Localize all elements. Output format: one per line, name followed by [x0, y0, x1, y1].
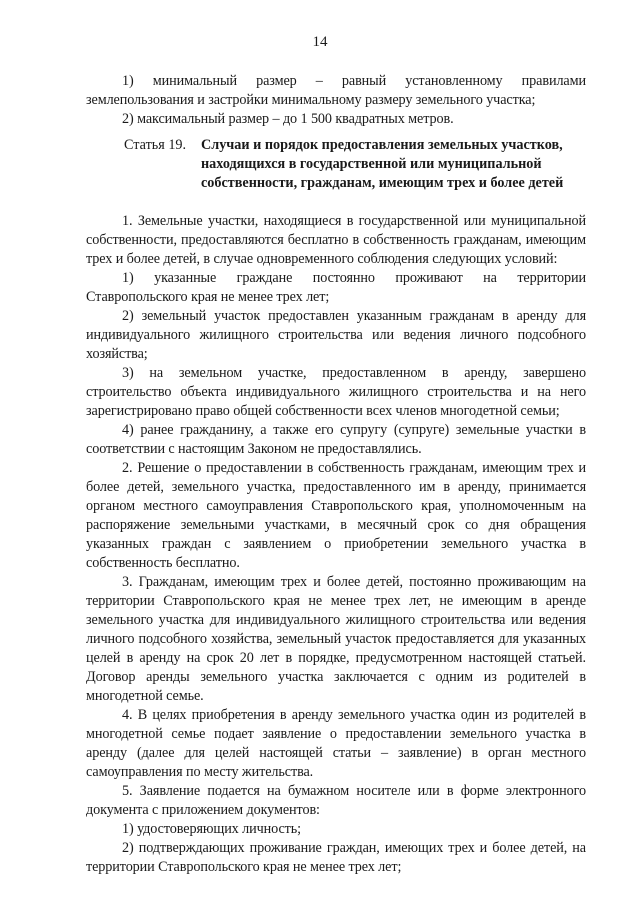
article-body — [86, 212, 586, 877]
intro-item: 1) минимальный размер – равный установленному правилами землепользования и застройки минимальному размеру земельного участка; — [86, 73, 586, 108]
body-paragraph: 3) на земельном участке, предоставленном в аренду, завершено строительство объекта индивидуального жилищного строительства и на него зарегистрировано право общей собственности всех членов многодетной семьи; — [86, 365, 586, 419]
intro-item: 2) максимальный размер – до 1 500 квадратных метров. — [122, 111, 454, 127]
body-paragraph: 4) ранее гражданину, а также его супругу (супруге) земельные участки в соответствии с настоящим Законом не предоставлялись. — [86, 422, 586, 457]
article-label: Статья 19. — [124, 137, 187, 153]
body-paragraph: 2. Решение о предоставлении в собственность гражданам, имеющим трех и более детей, земельного участка, предоставленного им в аренду, принимается органом местного самоуправления Ставропольского края, уполномоченным на распоряжение земельными участками, в месячный срок со дня обращения указанных граждан с заявлением о приобретении земельного участка в собственность бесплатно. — [86, 460, 586, 571]
body-paragraph: 1) удостоверяющих личность; — [122, 821, 301, 837]
article-title: Случаи и порядок предоставления земельных участков, находящихся в государственной или муниципальной собственности, гражданам, имеющим трех и более детей — [201, 137, 564, 191]
body-paragraph: 3. Гражданам, имеющим трех и более детей, постоянно проживающим на территории Ставропольского края не менее трех лет, не имеющим в аренде земельного участка для индивидуального жилищного строительства или ведения личного подсобного хозяйства, земельный участок предоставляется для указанных целей в аренду на срок 20 лет в порядке, предусмотренном настоящей статьей. Договор аренды земельного участка заключается с одним из родителей в многодетной семье. — [86, 574, 586, 704]
body-paragraph: 2) подтверждающих проживание граждан, имеющих трех и более детей, на территории Ставропольского края не менее трех лет; — [86, 840, 586, 875]
intro-list — [86, 72, 586, 129]
body-paragraph: 4. В целях приобретения в аренду земельного участка один из родителей в многодетной семье подает заявление о предоставлении земельного участка в аренду (далее для целей настоящей статьи – заявление) в орган местного самоуправления по месту жительства. — [86, 707, 586, 780]
body-paragraph: 2) земельный участок предоставлен указанным гражданам в аренду для индивидуального жилищного строительства или ведения личного подсобного хозяйства; — [86, 308, 586, 362]
body-paragraph: 1) указанные граждане постоянно проживают на территории Ставропольского края не менее трех лет; — [86, 270, 586, 305]
page-number: 14 — [312, 34, 328, 50]
body-paragraph: 5. Заявление подается на бумажном носителе или в форме электронного документа с приложением документов: — [86, 783, 586, 818]
body-paragraph: 1. Земельные участки, находящиеся в государственной или муниципальной собственности, предоставляются бесплатно в собственность гражданам, имеющим трех и более детей, в случае одновременного соблюдения следующих условий: — [86, 213, 586, 267]
